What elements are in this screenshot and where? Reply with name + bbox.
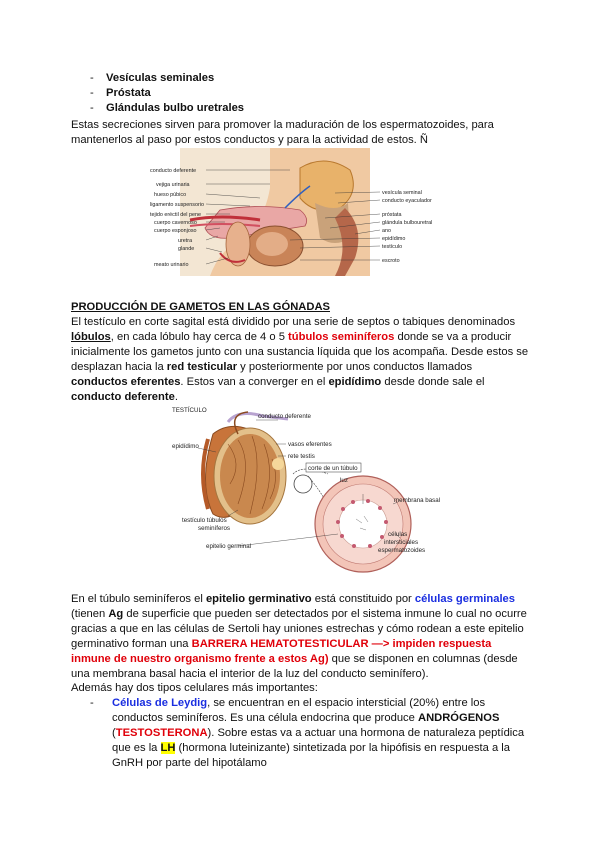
term-epididimo: epidídimo <box>328 376 382 388</box>
testis-label: membrana basal <box>394 497 441 504</box>
anatomy-label: glande <box>178 246 195 252</box>
term-red-testicular: red testicular <box>166 361 238 373</box>
anatomy-label: próstata <box>382 212 402 218</box>
anatomy-label: conducto deferente <box>150 168 197 174</box>
intro-paragraph: Estas secreciones sirven para promover la maduración de los espermatozoides, para mantenerlos al paso por estos conductos y para la actividad de estos. Ñ <box>71 119 494 146</box>
term-germinales: células germinales <box>414 593 515 605</box>
gland-list <box>90 71 244 116</box>
testis-label: conducto deferente <box>258 413 311 420</box>
testis-label: epidídimo <box>172 443 199 450</box>
anatomy-label: ligamento suspensorio <box>150 202 204 208</box>
term-lobulos: lóbulos <box>71 331 111 343</box>
anatomy-label: epidídimo <box>382 236 406 242</box>
gland-item: - Próstata <box>90 86 244 101</box>
anatomy-figure <box>150 148 433 276</box>
testis-label: vasos eferentes <box>288 441 332 448</box>
cell-types-intro: Además hay dos tipos celulares más importantes: <box>71 682 318 694</box>
testis-title: TESTÍCULO <box>172 407 207 414</box>
list-item: - Células de Leydig, se encuentran en el espacio intersticial (20%) entre los conductos seminíferos. Es una célula endocrina que produce ANDRÓGENOS (TESTOSTERONA). Sobre estas va a actuar una hormona de naturaleza peptídica que es la LH (hormona luteinizante) sintetizada por la hipófisis en respuesta a la GnRH por parte del hipotálamo <box>90 696 530 771</box>
term-epitelio: epitelio germinativo <box>205 593 312 605</box>
testis-paragraph: El testículo en corte sagital está dividido por una serie de septos o tabiques denominados lóbulos, en cada lóbulo hay cerca de 4 o 5 túbulos seminíferos donde se va a producir inicialmente los gametos junto con una sustancia líquida que los acompaña. Desde estos se desplazan hacia la red testicular y posteriormente por unos conductos llamados conductos eferentes. Estos van a converger en el epidídimo desde donde sale el conducto deferente. <box>71 316 529 403</box>
testis-label: intersticiales <box>384 539 419 546</box>
anatomy-label: vesícula seminal <box>382 190 422 196</box>
testis-label: células <box>388 531 408 538</box>
term-androgenos: ANDRÓGENOS <box>417 712 500 724</box>
anatomy-label: escroto <box>382 258 400 264</box>
testis-label: epitelio germinal <box>206 543 252 550</box>
cell-type-list <box>90 696 530 771</box>
anatomy-label: uretra <box>178 238 193 244</box>
testis-label: rete testis <box>288 453 315 460</box>
anatomy-label: hueso púbico <box>154 192 187 198</box>
term-lh: LH <box>160 742 176 754</box>
section-heading: PRODUCCIÓN DE GAMETOS EN LAS GÓNADAS <box>71 301 330 313</box>
anatomy-label: conducto eyaculador <box>382 198 432 204</box>
anatomy-label: testículo <box>382 244 403 250</box>
term-testosterona: TESTOSTERONA <box>115 727 208 739</box>
testis-label: luz <box>340 477 348 484</box>
term-tubulos: túbulos seminíferos <box>288 331 395 343</box>
gland-item: - Vesículas seminales <box>90 71 244 86</box>
gland-item: - Glándulas bulbo uretrales <box>90 101 244 116</box>
epitelio-paragraph: En el túbulo seminíferos el epitelio germinativo está constituido por células germinales (tienen Ag de superficie que pueden ser detectados por el sistema inmune lo cual no ocurre gracias a que en las células de Sertoli hay uniones estrechas y cómo rodean a este epitelio germinativo forman una BARRERA HEMATOTESTICULAR —> impiden respuesta inmune de nuestro organismo frente a estos Ag) que se disponen en columnas (desde una membrana basal hacia el interior de la luz del conducto seminífero). <box>71 593 527 680</box>
anatomy-label: tejido eréctil del pene <box>150 212 201 218</box>
anatomy-label: glándula bulbouretral <box>382 220 433 226</box>
anatomy-label: cuerpo esponjoso <box>154 228 197 234</box>
testis-label: seminíferos <box>198 525 230 532</box>
term-eferentes: conductos eferentes <box>71 376 181 388</box>
term-ag: Ag <box>108 608 124 620</box>
anatomy-label: meato urinario <box>154 262 189 268</box>
term-deferente: conducto deferente <box>71 391 175 403</box>
anatomy-label: vejiga urinaria <box>156 182 190 188</box>
term-leydig: Células de Leydig <box>112 697 208 709</box>
testis-label: espermatozoides <box>378 547 426 554</box>
term-barrera: BARRERA HEMATOTESTICULAR —> impiden respuesta inmune de nuestro organismo frente a estos Ag) <box>71 638 492 665</box>
testis-label: corte de un túbulo <box>308 465 358 472</box>
anatomy-label: ano <box>382 228 391 234</box>
testis-figure <box>168 404 441 572</box>
anatomy-label: cuerpo cavernoso <box>154 220 197 226</box>
testis-label: testículo túbulos <box>182 517 227 524</box>
